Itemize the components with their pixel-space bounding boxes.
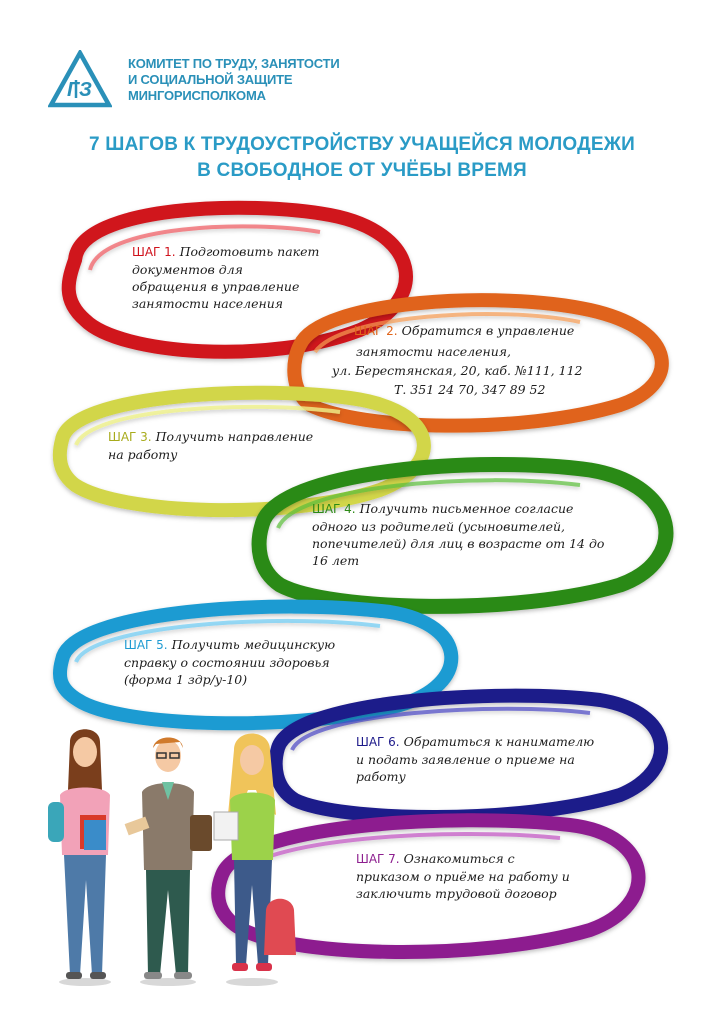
step-2-text — [332, 322, 582, 398]
students-illustration — [30, 720, 320, 990]
step-5-text — [124, 636, 335, 688]
step-text-line: справку о состоянии здоровья — [124, 655, 330, 670]
organization-name-line: КОМИТЕТ ПО ТРУДУ, ЗАНЯТОСТИ — [128, 56, 340, 71]
step-3-text — [108, 428, 313, 463]
step-text-line: попечителей) для лиц в возрасте от 14 до — [312, 536, 605, 551]
student-girl-right-figure — [214, 734, 296, 987]
step-text-line: 16 лет — [312, 553, 360, 568]
step-label: ШАГ 7. — [356, 852, 400, 866]
student-boy-figure — [125, 738, 212, 987]
step-text-line: Ознакомиться с — [403, 851, 515, 866]
step-label: ШАГ 4. — [312, 502, 356, 516]
svg-text:Г: Г — [67, 79, 80, 101]
step-text-line: занятости населения — [132, 296, 284, 311]
step-label: ШАГ 3. — [108, 430, 152, 444]
step-text-line: (форма 1 здр/у-10) — [124, 672, 248, 687]
step-label: ШАГ 5. — [124, 638, 168, 652]
step-text-line: заключить трудовой договор — [356, 886, 557, 901]
step-label: ШАГ 6. — [356, 735, 400, 749]
step-label: ШАГ 2. — [354, 324, 398, 338]
svg-text:З: З — [79, 79, 92, 101]
organization-name-line: МИНГОРИСПОЛКОМА — [128, 88, 266, 103]
step-text-line: Подготовить пакет — [179, 244, 320, 259]
step-text-line: Получить медицинскую — [171, 637, 336, 652]
step-text-line: Обратиться к нанимателю — [403, 734, 595, 749]
step-text-line: Получить письменное согласие — [359, 501, 574, 516]
step-text-line: работу — [356, 769, 406, 784]
step-1-text — [132, 243, 319, 312]
step-6-text — [356, 733, 594, 785]
organization-name-line: И СОЦИАЛЬНОЙ ЗАЩИТЕ — [128, 72, 293, 87]
step-text-line: занятости населения, — [356, 344, 512, 359]
page-title-line: 7 ШАГОВ К ТРУДОУСТРОЙСТВУ УЧАЩЕЙСЯ МОЛОДЕЖИ — [89, 134, 635, 155]
step-4-text — [312, 500, 604, 569]
step-text-line: Обратится в управление — [401, 323, 575, 338]
step-text-line: документов для — [132, 262, 243, 277]
step-text-line: и подать заявление о приеме на — [356, 752, 575, 767]
step-text-line: Т. 351 24 70, 347 89 52 — [394, 382, 546, 397]
step-text-line: обращения в управление — [132, 279, 300, 294]
step-text-line: одного из родителей (усыновителей, — [312, 519, 566, 534]
step-text-line: ул. Берестянская, 20, каб. №111, 112 — [332, 363, 583, 378]
step-text-line: Получить направление — [155, 429, 314, 444]
step-text-line: на работу — [108, 447, 178, 462]
step-7-text — [356, 850, 570, 902]
step-text-line: приказом о приёме на работу и — [356, 869, 570, 884]
page-title-line: В СВОБОДНОЕ ОТ УЧЁБЫ ВРЕМЯ — [197, 160, 527, 181]
student-girl-left-figure — [48, 729, 111, 986]
step-label: ШАГ 1. — [132, 245, 176, 259]
